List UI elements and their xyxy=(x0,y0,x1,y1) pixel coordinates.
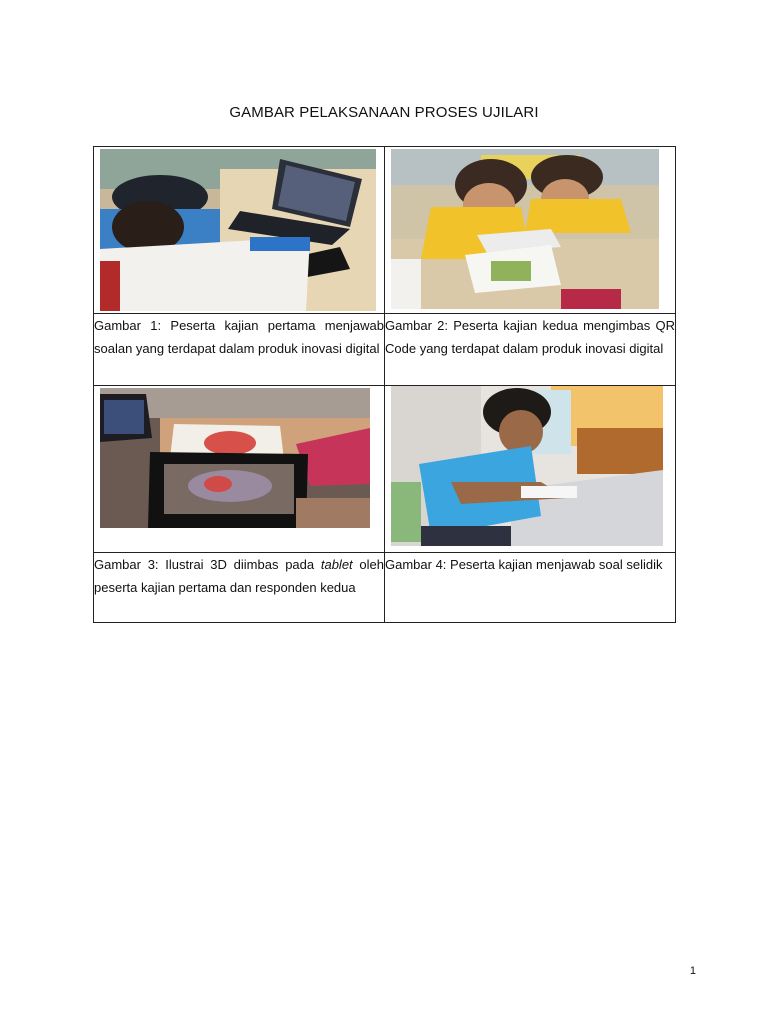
figure-4-caption xyxy=(385,553,676,623)
figure-2-caption-text: Gambar 2: Peserta kajian kedua mengimbas QR Code yang terdapat dalam produk inovasi digital xyxy=(385,318,675,356)
figure-4-caption-text: Gambar 4: Peserta kajian menjawab soal selidik xyxy=(385,557,663,572)
page-number: 1 xyxy=(689,965,696,977)
figure-1-photo xyxy=(100,149,376,311)
figure-3-caption xyxy=(94,553,385,623)
caption-row-2 xyxy=(94,553,676,623)
figure-1-cell xyxy=(94,147,385,314)
image-row-2 xyxy=(94,386,676,553)
figure-3-caption-italic: tablet xyxy=(320,557,353,572)
page-title: GAMBAR PELAKSANAAN PROSES UJILARI xyxy=(229,104,539,121)
caption-row xyxy=(94,314,676,386)
figure-2-photo xyxy=(391,149,659,309)
figure-3-caption-before: Gambar 3: Ilustrai 3D diimbas pada xyxy=(94,557,321,572)
figure-1-caption xyxy=(94,314,385,386)
figure-1-caption-text: Gambar 1: Peserta kajian pertama menjawab soalan yang terdapat dalam produk inovasi digital xyxy=(94,318,384,356)
figure-3-caption-text xyxy=(94,553,384,622)
image-row xyxy=(94,147,676,314)
figure-4-photo xyxy=(391,386,663,546)
figure-2-caption xyxy=(385,314,676,386)
figure-2-cell xyxy=(385,147,676,314)
figure-table xyxy=(93,146,676,623)
figure-3-caption-after: oleh peserta kajian pertama dan responden kedua xyxy=(94,557,384,595)
figure-3-photo xyxy=(100,388,370,528)
figure-4-cell xyxy=(385,386,676,553)
figure-3-cell xyxy=(94,386,385,553)
